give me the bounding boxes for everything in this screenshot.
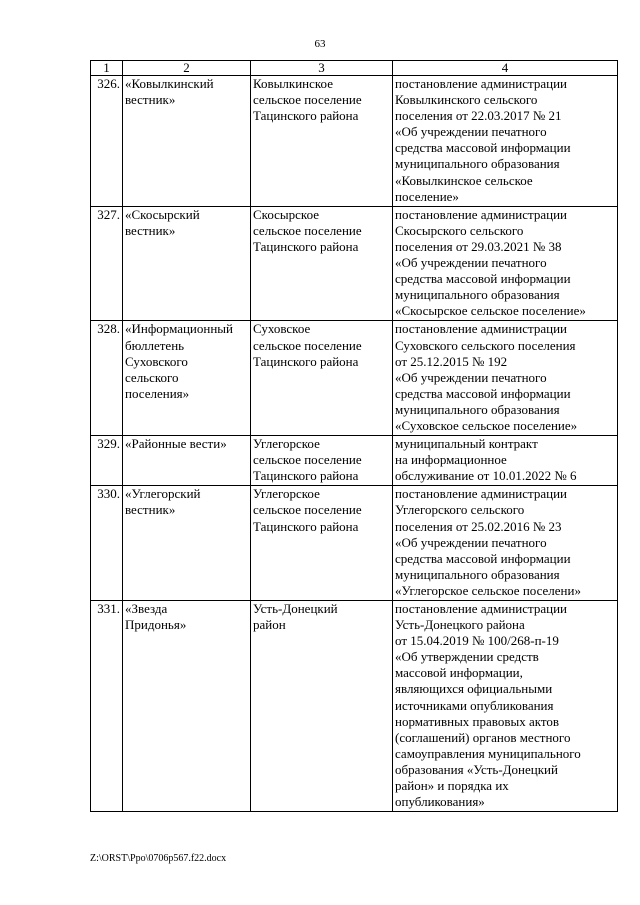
table-row	[91, 601, 618, 812]
territory: Усть-Донецкий район	[251, 601, 393, 812]
column-header-2: 2	[123, 61, 251, 76]
territory: Скосырское сельское поселение Тацинского района	[251, 206, 393, 321]
territory: Углегорское сельское поселение Тацинского района	[251, 436, 393, 486]
column-header-1: 1	[91, 61, 123, 76]
founding-document: постановление администрации Ковылкинского сельского поселения от 22.03.2017 № 21 «Об учреждении печатного средства массовой информации муниципального образования «Ковылкинское сельское поселение»	[393, 76, 618, 207]
founding-document: постановление администрации Скосырского сельского поселения от 29.03.2021 № 38 «Об учреждении печатного средства массовой информации муниципального образования «Скосырское сельское поселение»	[393, 206, 618, 321]
territory: Суховское сельское поселение Тацинского района	[251, 321, 393, 436]
row-number: 327.	[91, 206, 123, 321]
table-row	[91, 436, 618, 486]
row-number: 331.	[91, 601, 123, 812]
column-header-4: 4	[393, 61, 618, 76]
media-name: «Скосырский вестник»	[123, 206, 251, 321]
row-number: 329.	[91, 436, 123, 486]
media-register-table	[90, 60, 618, 812]
founding-document: постановление администрации Усть-Донецкого района от 15.04.2019 № 100/268-п-19 «Об утверждении средств массовой информации, являющихся официальными источниками опубликования нормативных правовых актов (соглашений) органов местного самоуправления муниципального образования «Усть-Донецкий район» и порядка их опубликования»	[393, 601, 618, 812]
row-number: 330.	[91, 486, 123, 601]
founding-document: постановление администрации Углегорского сельского поселения от 25.02.2016 № 23 «Об учреждении печатного средства массовой информации муниципального образования «Углегорское сельское поселени»	[393, 486, 618, 601]
media-name: «Ковылкинский вестник»	[123, 76, 251, 207]
page-number: 63	[314, 38, 326, 50]
media-name: «Информационный бюллетень Суховского сельского поселения»	[123, 321, 251, 436]
table-row	[91, 76, 618, 207]
table-row	[91, 486, 618, 601]
founding-document: постановление администрации Суховского сельского поселения от 25.12.2015 № 192 «Об учреждении печатного средства массовой информации муниципального образования «Суховское сельское поселение»	[393, 321, 618, 436]
media-name: «Звезда Придонья»	[123, 601, 251, 812]
column-header-3: 3	[251, 61, 393, 76]
table-row	[91, 321, 618, 436]
territory: Углегорское сельское поселение Тацинского района	[251, 486, 393, 601]
row-number: 326.	[91, 76, 123, 207]
table-row	[91, 206, 618, 321]
file-path-footer: Z:\ORST\Ppo\0706p567.f22.docx	[90, 853, 227, 864]
media-name: «Районные вести»	[123, 436, 251, 486]
row-number: 328.	[91, 321, 123, 436]
founding-document: муниципальный контракт на информационное обслуживание от 10.01.2022 № 6	[393, 436, 618, 486]
territory: Ковылкинское сельское поселение Тацинского района	[251, 76, 393, 207]
header-row	[91, 61, 618, 76]
media-name: «Углегорский вестник»	[123, 486, 251, 601]
